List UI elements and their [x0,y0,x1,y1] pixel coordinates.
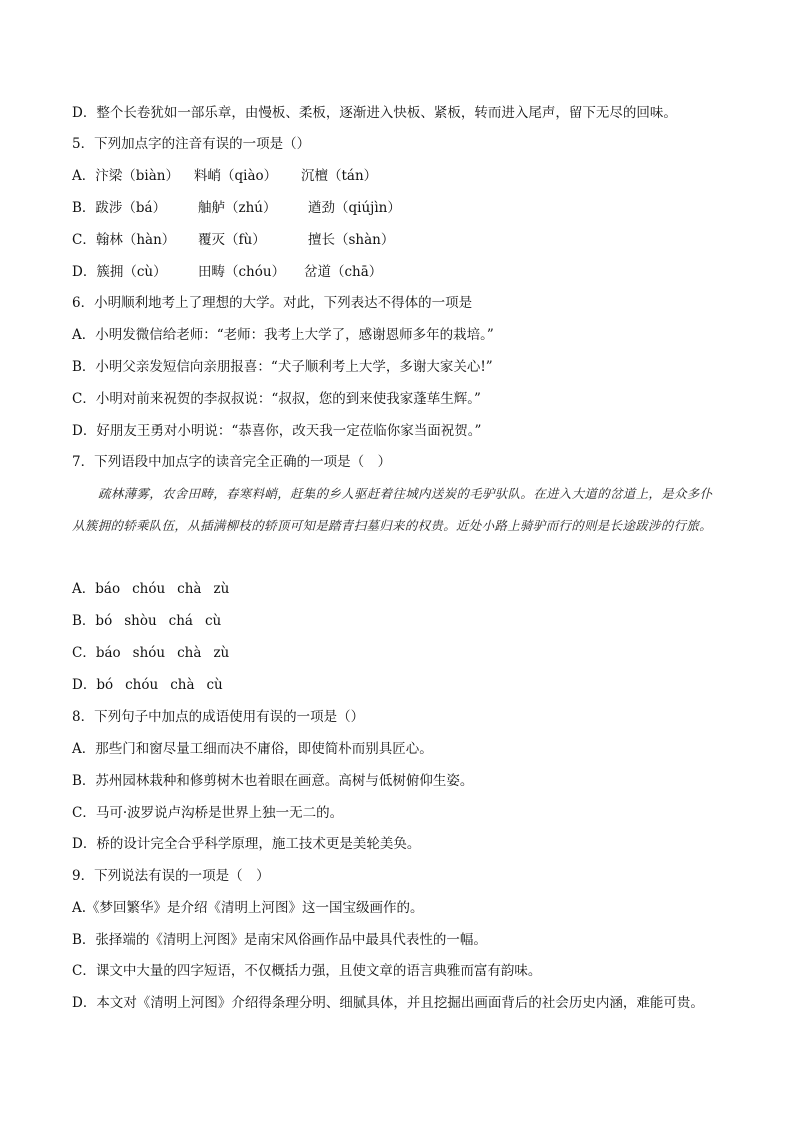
q7-d-pinyin-2: chóu [125,677,159,693]
q7-option-a [72,580,241,598]
q5-option-d [72,263,382,281]
q5-d-item-1: D．簇拥（cù） [72,264,167,280]
q5-option-b [72,199,401,217]
q8-option-c: C．马可·波罗说卢沟桥是世界上独一无二的。 [72,805,344,821]
q7-option-b [72,612,233,630]
q9-option-b: B．张择端的《清明上河图》是南宋风俗画作品中最具代表性的一幅。 [72,932,487,948]
q7-option-d [72,676,235,694]
q6-option-d: D．好朋友王勇对小明说：“恭喜你，改天我一定莅临你家当面祝贺。” [72,423,482,439]
q7-d-pinyin-3: chà [170,677,195,693]
q5-c-item-2: 覆灭（fù） [198,232,266,248]
q7-passage: 疏林薄雾，农舍田畴，春寒料峭，赶集的乡人驱赶着往城内送炭的毛驴驮队。在进入大道的岔道上，是众多仆从簇拥的轿乘队伍，从插满柳枝的轿顶可知是踏青扫墓归来的权贵。近处小路上骑驴而行的则是长途跋涉的行旅。 [72,486,713,533]
q7-c-pinyin-1: báo [95,645,121,661]
q7-d-label: D． [72,677,97,693]
q9-stem: 9．下列说法有误的一项是（ ） [72,868,270,884]
q7-b-label: B． [72,613,96,629]
q5-c-item-1: C．翰林（hàn） [72,232,176,248]
q7-option-c [72,644,241,662]
q5-b-item-1: B．跋涉（bá） [72,200,167,216]
q5-c-item-3: 擅长（shàn） [308,232,395,248]
q5-b-item-3: 遒劲（qiújìn） [308,200,401,216]
q7-c-label: C． [72,645,96,661]
q5-option-a [72,167,377,185]
q6-option-b: B．小明父亲发短信向亲朋报喜：“犬子顺利考上大学，多谢大家关心!” [72,359,493,375]
q7-a-label: A． [72,581,96,597]
q7-d-pinyin-1: bó [96,677,114,693]
q7-a-pinyin-2: chóu [132,581,166,597]
q9-option-c: C．课文中大量的四字短语，不仅概括力强，且使文章的语言典雅而富有韵味。 [72,963,542,979]
q8-stem: 8．下列句子中加点的成语使用有误的一项是（） [72,709,365,725]
q5-a-item-1: A．汴梁（biàn） [72,168,179,184]
q9-option-d: D．本文对《清明上河图》介绍得条理分明、细腻具体，并且挖掘出画面背后的社会历史内涵，难能可贵。 [72,995,704,1011]
q6-option-c: C．小明对前来祝贺的李叔叔说：“叔叔，您的到来使我家蓬荜生辉。” [72,391,481,407]
q5-stem: 5．下列加点字的注音有误的一项是（） [72,136,311,152]
q5-a-item-3: 沉檀（tán） [301,168,378,184]
q6-stem: 6．小明顺利地考上了理想的大学。对此，下列表达不得体的一项是 [72,295,473,311]
q8-option-b: B．苏州园林栽种和修剪树木也着眼在画意。高树与低树俯仰生姿。 [72,773,474,789]
q5-a-item-2: 料峭（qiào） [194,168,278,184]
q7-b-pinyin-2: shòu [124,613,157,629]
q5-b-item-2: 舳舻（zhú） [198,200,277,216]
q7-a-pinyin-3: chà [177,581,202,597]
q5-d-item-2: 田畴（chóu） [198,264,286,280]
q5-option-c [72,231,394,249]
q7-stem: 7．下列语段中加点字的读音完全正确的一项是（ ） [72,454,392,470]
q7-d-pinyin-4: cù [206,677,223,693]
q7-b-pinyin-1: bó [95,613,113,629]
q7-a-pinyin-4: zù [213,581,230,597]
q7-b-pinyin-4: cù [204,613,222,629]
q4-option-d: D．整个长卷犹如一部乐章，由慢板、柔板，逐渐进入快板、紧板，转而进入尾声，留下无尽的回味。 [72,105,677,121]
q7-c-pinyin-3: chà [177,645,202,661]
q8-option-d: D．桥的设计完全合乎科学原理，施工技术更是美轮美奂。 [72,836,421,852]
q8-option-a: A．那些门和窗尽量工细而决不庸俗，即使简朴而别具匠心。 [72,741,433,757]
q6-option-a: A．小明发微信给老师：“老师：我考上大学了，感谢恩师多年的栽培。” [72,327,494,343]
q7-c-pinyin-4: zù [213,645,230,661]
q5-d-item-3: 岔道（chā） [304,264,383,280]
q7-c-pinyin-2: shóu [132,645,166,661]
q7-a-pinyin-1: báo [95,581,121,597]
q7-b-pinyin-3: chá [168,613,193,629]
q9-option-a: A.《梦回繁华》是介绍《清明上河图》这一国宝级画作的。 [72,900,424,916]
